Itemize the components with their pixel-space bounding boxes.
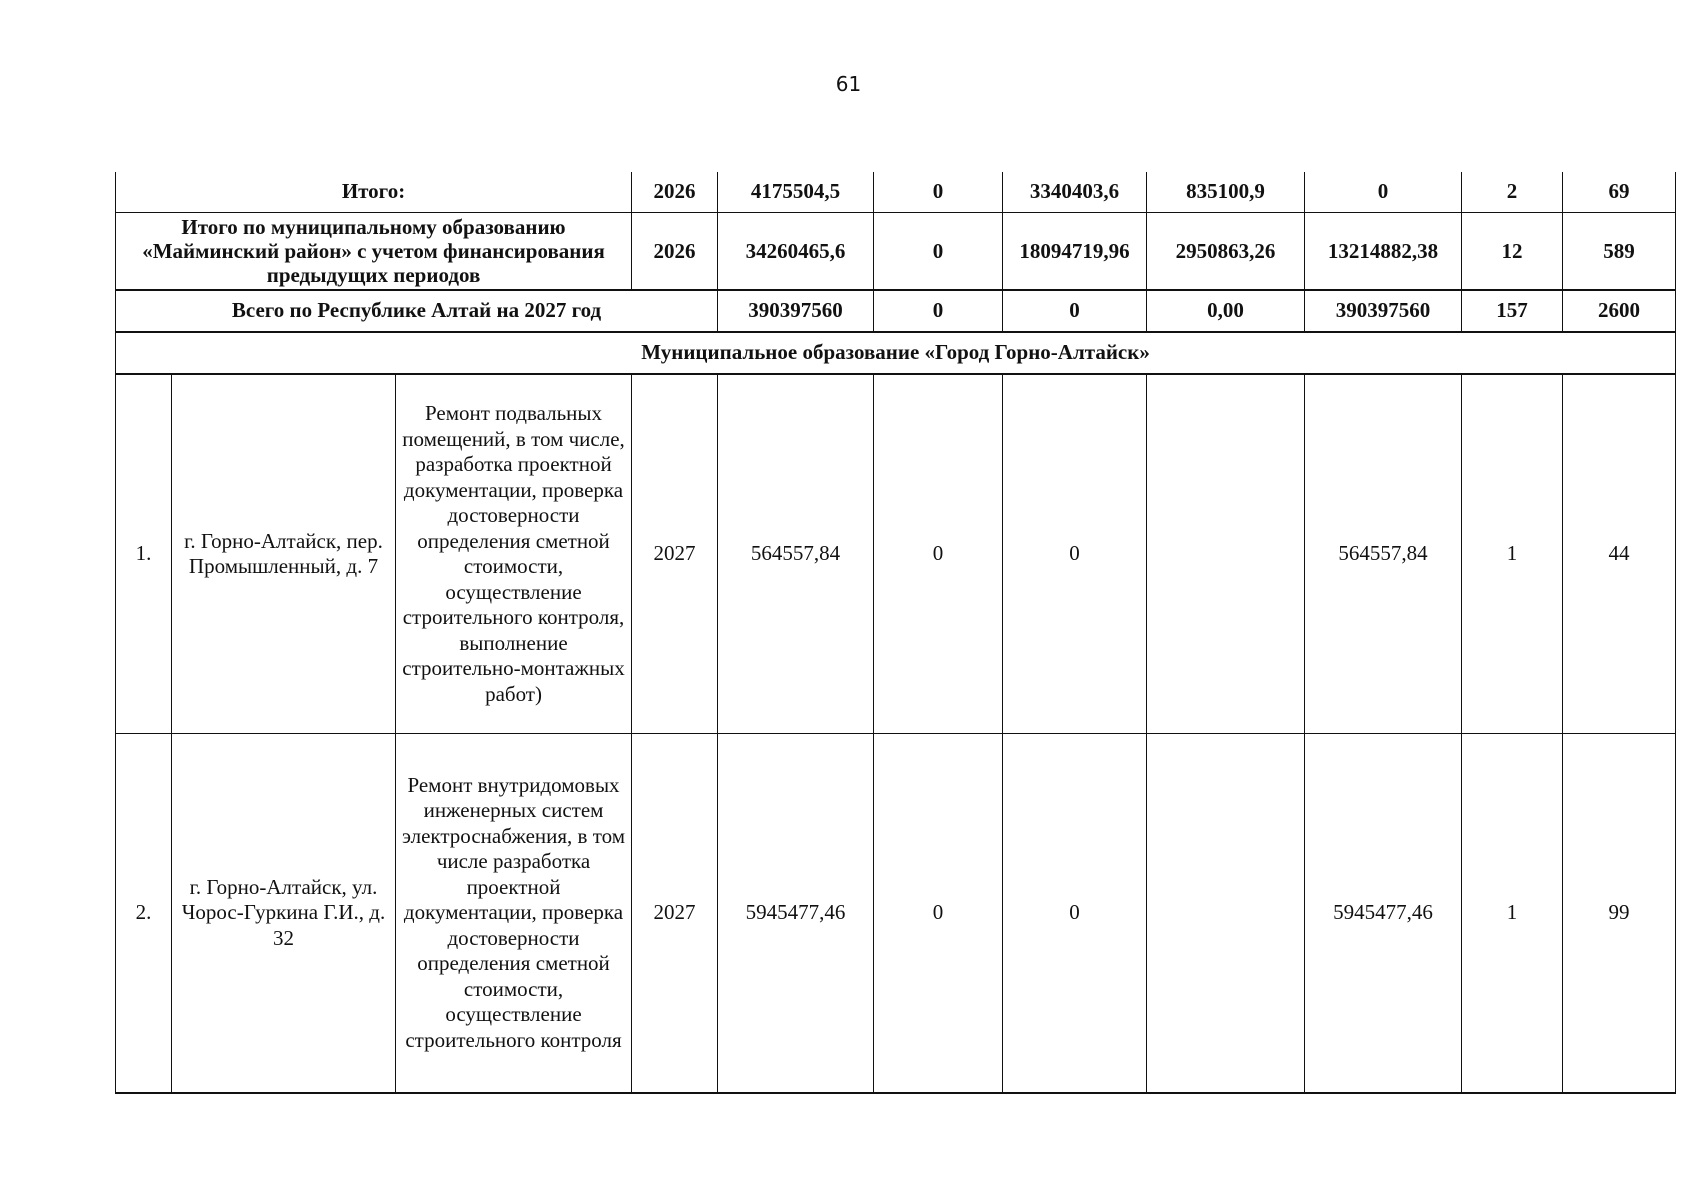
fund-cell: 0 <box>874 290 1003 332</box>
item-number: 2. <box>116 734 172 1094</box>
total-cost-cell: 5945477,46 <box>718 734 874 1094</box>
owners-funds-cell: 5945477,46 <box>1305 734 1462 1094</box>
total-cost-cell: 34260465,6 <box>718 213 874 291</box>
people-count-cell: 44 <box>1563 374 1676 734</box>
total-cost-cell: 390397560 <box>718 290 874 332</box>
people-count-cell: 99 <box>1563 734 1676 1094</box>
republic-budget-cell: 18094719,96 <box>1003 213 1147 291</box>
local-budget-cell: 2950863,26 <box>1147 213 1305 291</box>
row-label: Всего по Республике Алтай на 2027 год <box>116 290 718 332</box>
fund-cell: 0 <box>874 172 1003 213</box>
year-cell: 2027 <box>632 734 718 1094</box>
houses-count-cell: 157 <box>1462 290 1563 332</box>
page-number: 61 <box>835 72 862 96</box>
section-title: Муниципальное образование «Город Горно-Алтайск» <box>116 332 1676 374</box>
republic-budget-cell: 0 <box>1003 734 1147 1094</box>
local-budget-cell: 835100,9 <box>1147 172 1305 213</box>
row-label: Итого по муниципальному образованию «Майминский район» с учетом финансирования предыдущих периодов <box>116 213 632 291</box>
fund-cell: 0 <box>874 734 1003 1094</box>
owners-funds-cell: 390397560 <box>1305 290 1462 332</box>
table-row <box>116 734 1676 1094</box>
houses-count-cell: 12 <box>1462 213 1563 291</box>
houses-count-cell: 1 <box>1462 374 1563 734</box>
financing-table <box>115 172 1676 1094</box>
summary-row-republic <box>116 290 1676 332</box>
section-header-row <box>116 332 1676 374</box>
total-cost-cell: 564557,84 <box>718 374 874 734</box>
work-type-cell: Ремонт подвальных помещений, в том числе, разработка проектной документации, проверка достоверности определения сметной стоимости, осуществление строительного контроля, выполнение строительно-монтажных работ) <box>396 374 632 734</box>
local-budget-cell <box>1147 734 1305 1094</box>
address-cell: г. Горно-Алтайск, ул. Чорос-Гуркина Г.И., д. 32 <box>172 734 396 1094</box>
republic-budget-cell: 0 <box>1003 290 1147 332</box>
year-cell: 2026 <box>632 213 718 291</box>
fund-cell: 0 <box>874 213 1003 291</box>
table-row <box>116 374 1676 734</box>
owners-funds-cell: 564557,84 <box>1305 374 1462 734</box>
address-cell: г. Горно-Алтайск, пер. Промышленный, д. 7 <box>172 374 396 734</box>
summary-row-municipality <box>116 213 1676 291</box>
houses-count-cell: 2 <box>1462 172 1563 213</box>
people-count-cell: 69 <box>1563 172 1676 213</box>
year-cell: 2026 <box>632 172 718 213</box>
local-budget-cell: 0,00 <box>1147 290 1305 332</box>
people-count-cell: 589 <box>1563 213 1676 291</box>
row-label: Итого: <box>116 172 632 213</box>
summary-row-total <box>116 172 1676 213</box>
fund-cell: 0 <box>874 374 1003 734</box>
republic-budget-cell: 0 <box>1003 374 1147 734</box>
owners-funds-cell: 13214882,38 <box>1305 213 1462 291</box>
people-count-cell: 2600 <box>1563 290 1676 332</box>
owners-funds-cell: 0 <box>1305 172 1462 213</box>
houses-count-cell: 1 <box>1462 734 1563 1094</box>
total-cost-cell: 4175504,5 <box>718 172 874 213</box>
work-type-cell: Ремонт внутридомовых инженерных систем электроснабжения, в том числе разработка проектной документации, проверка достоверности определения сметной стоимости, осуществление строительного контроля <box>396 734 632 1094</box>
item-number: 1. <box>116 374 172 734</box>
year-cell: 2027 <box>632 374 718 734</box>
republic-budget-cell: 3340403,6 <box>1003 172 1147 213</box>
local-budget-cell <box>1147 374 1305 734</box>
